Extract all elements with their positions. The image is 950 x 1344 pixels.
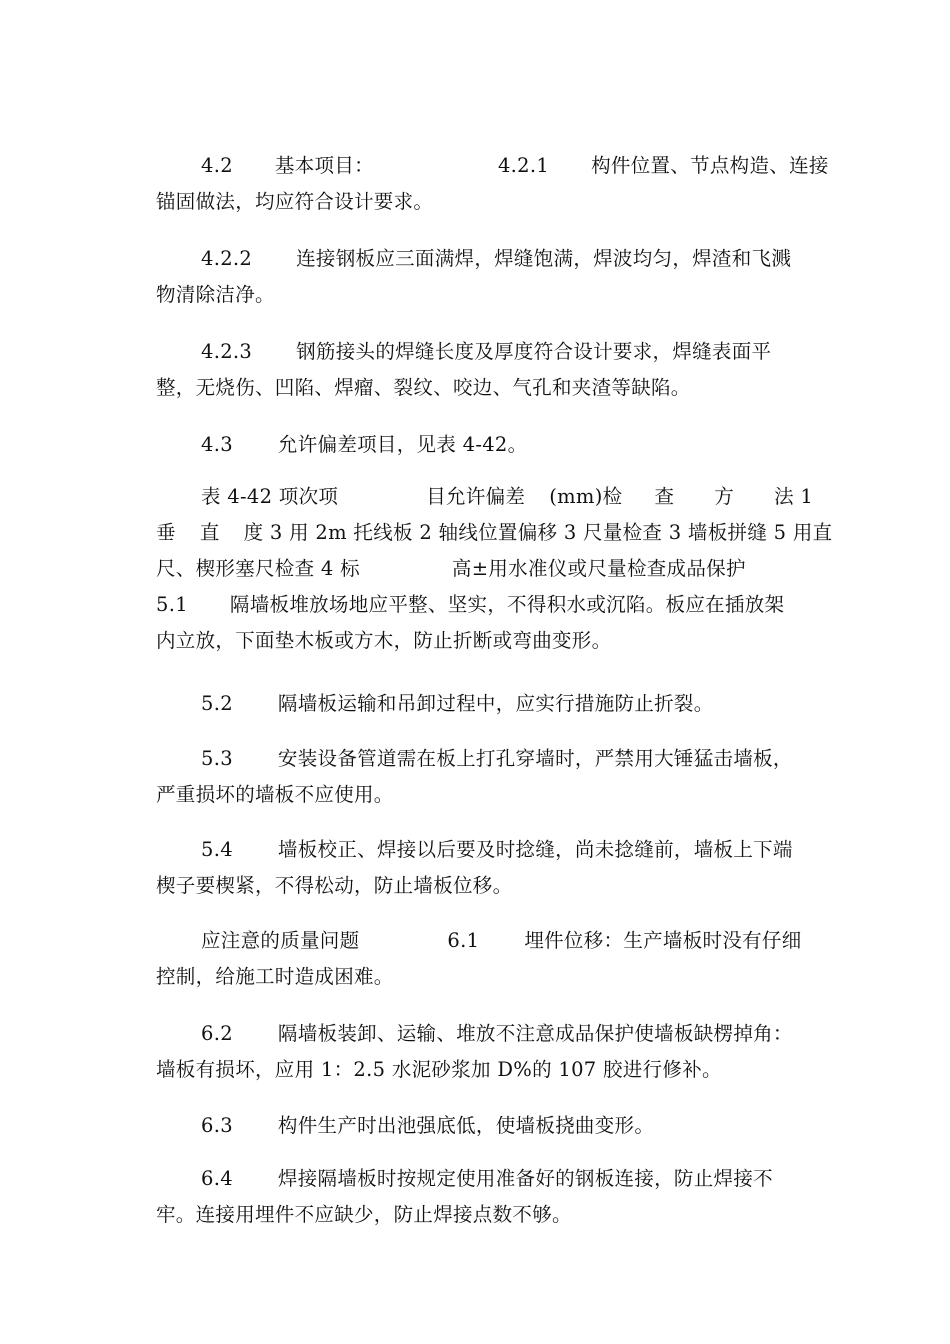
body-text: 隔墙板运输和吊卸过程中，应实行措施防止折裂。 bbox=[277, 692, 714, 715]
paragraph-4-2-3 bbox=[117, 298, 837, 399]
table-header-text: (mm)检 bbox=[549, 485, 623, 508]
text-line bbox=[117, 980, 837, 1045]
section-number: 4.3 bbox=[201, 433, 233, 456]
text-line bbox=[117, 443, 837, 508]
section-number: 4.2 bbox=[201, 154, 233, 177]
text-line bbox=[117, 112, 837, 177]
body-text: 钢筋接头的焊缝长度及厚度符合设计要求，焊缝表面平 bbox=[296, 340, 772, 363]
table-cell-text: 直 bbox=[199, 521, 220, 544]
section-number: 6.4 bbox=[201, 1167, 233, 1190]
text-line bbox=[117, 887, 837, 952]
body-text: 牢。连接用埋件不应缺少，防止焊接点数不够。 bbox=[156, 1203, 572, 1226]
heading-text: 基本项目： bbox=[274, 154, 374, 177]
table-header-text: 查 bbox=[654, 485, 675, 508]
table-header-text: 法 1 bbox=[774, 485, 814, 508]
section-number: 6.1 bbox=[447, 929, 480, 952]
section-number: 6.2 bbox=[201, 1022, 233, 1045]
body-text: 整，无烧伤、凹陷、焊瘤、裂纹、咬边、气孔和夹渣等缺陷。 bbox=[156, 376, 691, 399]
paragraph-6-3 bbox=[117, 1072, 837, 1137]
body-text: 隔墙板堆放场地应平整、坚实，不得积水或沉陷。板应在插放架 bbox=[229, 593, 785, 616]
text-line bbox=[117, 650, 837, 715]
body-text: 安装设备管道需在板上打孔穿墙时，严禁用大锤猛击墙板， bbox=[277, 747, 793, 770]
paragraph-4-2-2 bbox=[117, 205, 837, 306]
body-text: 锚固做法，均应符合设计要求。 bbox=[156, 190, 434, 213]
text-line bbox=[117, 705, 837, 770]
table-cell-text: 度 3 用 2m 托线板 2 轴线位置偏移 3 尺量检查 3 墙板拼缝 5 用直 bbox=[243, 521, 833, 544]
body-text: 埋件位移：生产墙板时没有仔细 bbox=[524, 929, 802, 952]
section-number: 5.3 bbox=[201, 747, 233, 770]
paragraph-5-2 bbox=[117, 650, 837, 715]
table-cell-text: 高±用水准仪或尺量检查成品保护 bbox=[451, 557, 746, 580]
body-text: 控制，给施工时造成困难。 bbox=[156, 965, 394, 988]
table-header-text: 方 bbox=[714, 485, 735, 508]
body-text: 墙板校正、焊接以后要及时捻缝，尚未捻缝前，墙板上下端 bbox=[277, 838, 793, 861]
section-number: 5.1 bbox=[156, 593, 188, 616]
table-caption: 表 4-42 项次项 bbox=[201, 485, 339, 508]
paragraph-6-4 bbox=[117, 1125, 837, 1226]
paragraph-6-2 bbox=[117, 980, 837, 1081]
text-line bbox=[117, 298, 837, 363]
text-line bbox=[117, 205, 837, 270]
body-text: 允许偏差项目，见表 4-42。 bbox=[277, 433, 528, 456]
text-line bbox=[117, 1125, 837, 1190]
section-number: 4.2.1 bbox=[497, 154, 550, 177]
text-line bbox=[117, 391, 837, 456]
section-number: 5.2 bbox=[201, 692, 233, 715]
body-text: 严重损坏的墙板不应使用。 bbox=[156, 783, 394, 806]
body-text: 构件生产时出池强底低，使墙板挠曲变形。 bbox=[277, 1114, 655, 1137]
body-text: 物清除洁净。 bbox=[156, 283, 275, 306]
body-text: 隔墙板装卸、运输、堆放不注意成品保护使墙板缺楞掉角： bbox=[277, 1022, 793, 1045]
table-header-text: 目允许偏差 bbox=[426, 485, 526, 508]
table-cell-text: 尺、楔形塞尺检查 4 标 bbox=[156, 557, 360, 580]
heading-text: 应注意的质量问题 bbox=[201, 929, 360, 952]
body-text: 墙板有损坏，应用 1：2.5 水泥砂浆加 D%的 107 胶进行修补。 bbox=[156, 1058, 722, 1081]
section-number: 6.3 bbox=[201, 1114, 233, 1137]
body-text: 构件位置、节点构造、连接 bbox=[591, 154, 829, 177]
body-text: 焊接隔墙板时按规定使用准备好的钢板连接，防止焊接不 bbox=[277, 1167, 773, 1190]
paragraph-table-4-42 bbox=[117, 443, 837, 652]
body-text: 连接钢板应三面满焊，焊缝饱满，焊波均匀，焊渣和飞溅 bbox=[296, 247, 792, 270]
paragraph-4-2 bbox=[117, 112, 837, 213]
paragraph-6-1 bbox=[117, 887, 837, 988]
section-number: 5.4 bbox=[201, 838, 233, 861]
paragraph-4-3 bbox=[117, 391, 837, 456]
section-number: 4.2.2 bbox=[201, 247, 253, 270]
section-number: 4.2.3 bbox=[201, 340, 253, 363]
body-text: 楔子要楔紧，不得松动，防止墙板位移。 bbox=[156, 874, 513, 897]
body-text: 内立放，下面垫木板或方木，防止折断或弯曲变形。 bbox=[156, 629, 612, 652]
table-cell-text: 垂 bbox=[156, 521, 176, 544]
paragraph-5-4 bbox=[117, 796, 837, 897]
text-line bbox=[117, 1072, 837, 1137]
text-line bbox=[117, 796, 837, 861]
paragraph-5-3 bbox=[117, 705, 837, 806]
